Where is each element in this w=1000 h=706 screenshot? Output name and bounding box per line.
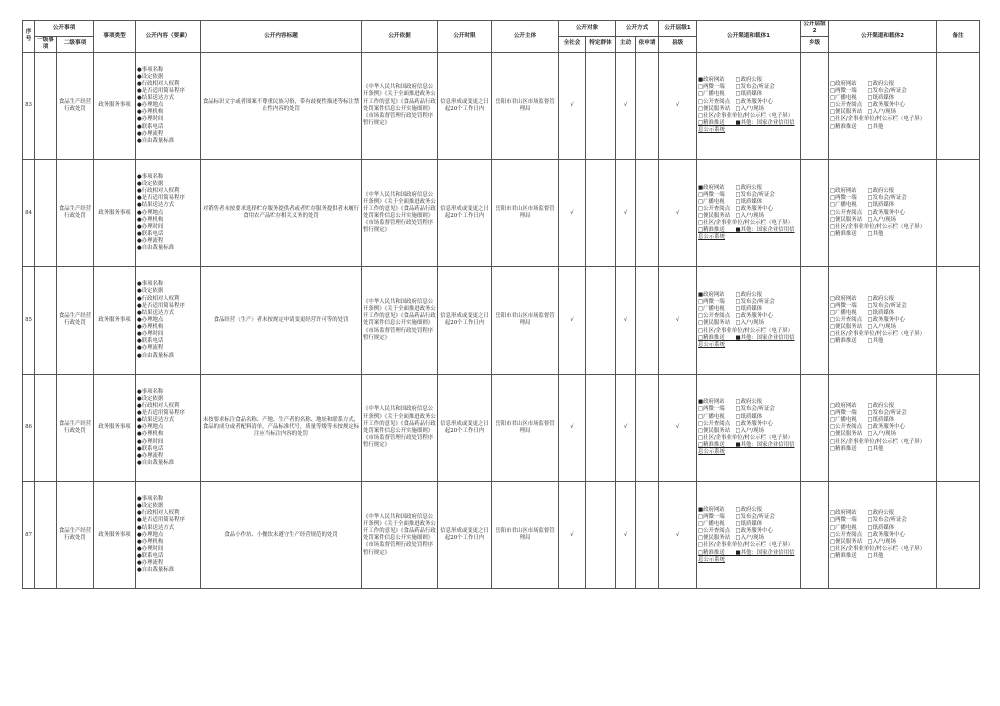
row-target-specific [586, 159, 616, 266]
row-channel-b [829, 52, 937, 159]
channel-option: □广播电视 □纸质媒体 [830, 95, 895, 101]
row-channel-a [697, 482, 801, 589]
row-method-active: √ [616, 52, 636, 159]
channel-option: □政府网站 □政府公报 [830, 295, 895, 302]
row-method-active: √ [616, 159, 636, 266]
channel-option: □广播电视 □纸质媒体 [698, 91, 763, 98]
row-channel-b [829, 159, 937, 266]
row-time-limit: 信息形成或变更之日起20个工作日内 [438, 482, 492, 589]
content-element: ●联系电话 [137, 338, 164, 345]
header-channel-b: 公开渠道和载体2 [829, 21, 937, 53]
row-target-all: √ [559, 52, 586, 159]
row-level1 [35, 52, 57, 159]
row-level-township [801, 482, 829, 589]
header-time-limit: 公开时限 [438, 21, 492, 53]
row-time-limit: 信息形成或变更之日起20个工作日内 [438, 52, 492, 159]
header-level-b: 公开层级2 [801, 21, 829, 37]
row-method-request [636, 52, 659, 159]
content-element: ●是否适用简易程序 [137, 517, 185, 524]
header-matter-group: 公开事项 [35, 21, 94, 37]
channel-option: □政府网站 □政府公报 [830, 80, 895, 87]
header-method-request: 依申请 [636, 36, 659, 52]
content-element: ●办理流程 [137, 560, 164, 567]
row-method-request [636, 482, 659, 589]
content-element: ●办理地点 [137, 531, 164, 538]
channel-option: □社区/企事业单位/村公示栏（电子屏） [830, 223, 926, 230]
channel-option: □公开查阅点 □政务服务中心 [698, 420, 773, 427]
channel-option: □社区/企事业单位/村公示栏（电子屏） [698, 434, 794, 441]
channel-option: ■政府网站 □政府公报 [698, 506, 763, 513]
channel-option: □政府网站 □政府公报 [830, 510, 895, 517]
row-subject: 岳阳市君山区市场监督管理局 [492, 482, 559, 589]
header-level-b-sub: 乡级 [801, 36, 829, 52]
channel-option: □两微一端 □发布会/听证会 [830, 302, 907, 309]
content-element: ●结果送达方式 [137, 202, 175, 209]
row-level2: 食品生产经营行政处罚 [57, 482, 94, 589]
header-target-specific: 特定群体 [586, 36, 616, 52]
header-content-title: 公开内容标题 [201, 21, 362, 53]
channel-option: □公开查阅点 □政务服务中心 [698, 313, 773, 320]
row-level1 [35, 482, 57, 589]
header-target-all: 全社会 [559, 36, 586, 52]
content-element: ●事项名称 [137, 173, 164, 180]
content-element: ●是否适用简易程序 [137, 302, 185, 309]
row-matter-type: 政务服务事项 [94, 52, 136, 159]
content-element: ●设定依据 [137, 181, 164, 188]
row-basis: 《中华人民共和国政府信息公开条例》《关于全面推进政务公开工作的意见》《食品药品行政处罚案件信息公开实施细则》《市场监督管理行政处罚程序暂行规定》 [362, 159, 438, 266]
channel-option: □便民服务站 □入户/现场 [830, 324, 896, 331]
channel-option: □精准推送 □其他 [830, 230, 884, 237]
channel-option: □精准推送 ■其他：国家企业信用信息公示系统 [698, 119, 795, 134]
content-element: ●设定依据 [137, 503, 164, 510]
channel-option: □精准推送 □其他 [830, 553, 884, 560]
content-element: ●自由裁量标准 [137, 459, 175, 466]
row-basis: 《中华人民共和国政府信息公开条例》《关于全面推进政务公开工作的意见》《食品药品行政处罚案件信息公开实施细则》《市场监督管理行政处罚程序暂行规定》 [362, 374, 438, 481]
row-basis: 《中华人民共和国政府信息公开条例》《关于全面推进政务公开工作的意见》《食品药品行政处罚案件信息公开实施细则》《市场监督管理行政处罚程序暂行规定》 [362, 267, 438, 374]
content-element: ●办理时间 [137, 116, 164, 123]
row-level-county: √ [659, 482, 697, 589]
channel-option: □便民服务站 □入户/现场 [698, 105, 764, 112]
content-element: ●办理时间 [137, 545, 164, 552]
row-content-elements [136, 482, 201, 589]
row-time-limit: 信息形成或变更之日起20个工作日内 [438, 267, 492, 374]
row-content-title: 食品标识文字或者图案不尊重民族习俗，带有歧视性描述等标注禁止性内容的处罚 [201, 52, 362, 159]
row-matter-type: 政务服务事项 [94, 159, 136, 266]
row-level-township [801, 159, 829, 266]
channel-option: □广播电视 □纸质媒体 [830, 202, 895, 209]
row-basis: 《中华人民共和国政府信息公开条例》《关于全面推进政务公开工作的意见》《食品药品行政处罚案件信息公开实施细则》《市场监督管理行政处罚程序暂行规定》 [362, 52, 438, 159]
content-element: ●事项名称 [137, 281, 164, 288]
channel-option: □两微一端 □发布会/听证会 [830, 87, 907, 94]
channel-option: □两微一端 □发布会/听证会 [698, 299, 775, 306]
channel-option: □社区/企事业单位/村公示栏（电子屏） [830, 438, 926, 445]
content-element: ●办理流程 [137, 345, 164, 352]
channel-option: □公开查阅点 □政务服务中心 [698, 98, 773, 105]
content-element: ●联系电话 [137, 230, 164, 237]
content-element: ●行政相对人权利 [137, 510, 180, 517]
content-element: ●结果送达方式 [137, 95, 175, 101]
channel-option: □精准推送 ■其他：国家企业信用信息公示系统 [698, 227, 795, 241]
channel-option: □广播电视 □纸质媒体 [698, 413, 763, 420]
content-element: ●事项名称 [137, 496, 164, 503]
row-seq: 84 [23, 159, 35, 266]
content-element: ●办理流程 [137, 452, 164, 459]
row-matter-type: 政务服务事项 [94, 482, 136, 589]
channel-option: □便民服务站 □入户/现场 [698, 320, 764, 327]
header-seq: 序号 [23, 21, 35, 53]
row-channel-b [829, 482, 937, 589]
content-element: ●行政相对人权利 [137, 402, 180, 409]
header-target-group: 公开对象 [559, 21, 616, 37]
row-level1 [35, 159, 57, 266]
content-element: ●办理时间 [137, 223, 164, 230]
channel-option: □两微一端 □发布会/听证会 [830, 517, 907, 524]
row-target-all: √ [559, 159, 586, 266]
content-element: ●办理流程 [137, 130, 164, 137]
header-subject: 公开主体 [492, 21, 559, 53]
channel-option: □社区/企事业单位/村公示栏（电子屏） [830, 545, 926, 552]
channel-option: □政府网站 □政府公报 [830, 188, 895, 195]
row-content-elements [136, 159, 201, 266]
content-element: ●是否适用简易程序 [137, 410, 185, 417]
row-method-active: √ [616, 267, 636, 374]
content-element: ●设定依据 [137, 288, 164, 295]
header-level-a-sub: 县级 [659, 36, 697, 52]
row-level-county: √ [659, 159, 697, 266]
channel-option: □便民服务站 □入户/现场 [830, 538, 896, 545]
content-element: ●自由裁量标准 [137, 137, 175, 144]
channel-option: □公开查阅点 □政务服务中心 [830, 531, 905, 538]
content-element: ●办理时间 [137, 331, 164, 338]
content-element: ●办理机构 [137, 538, 164, 545]
channel-option: □广播电视 □纸质媒体 [830, 309, 895, 316]
content-element: ●自由裁量标准 [137, 245, 175, 252]
row-time-limit: 信息形成或变更之日起20个工作日内 [438, 159, 492, 266]
row-content-title: 对销售者未按要求选择贮存服务提供者或者贮存服务提供者未履行食用农产品贮存相关义务的处罚 [201, 159, 362, 266]
row-target-all: √ [559, 374, 586, 481]
content-element: ●联系电话 [137, 445, 164, 452]
content-element: ●行政相对人权利 [137, 80, 180, 87]
row-subject: 岳阳市君山区市场监督管理局 [492, 267, 559, 374]
row-target-all: √ [559, 267, 586, 374]
channel-option: □便民服务站 □入户/现场 [830, 216, 896, 223]
row-level2: 食品生产经营行政处罚 [57, 267, 94, 374]
channel-option: □公开查阅点 □政务服务中心 [698, 528, 773, 535]
channel-option: ■政府网站 □政府公报 [698, 77, 763, 84]
row-subject: 岳阳市君山区市场监督管理局 [492, 52, 559, 159]
row-method-request [636, 159, 659, 266]
content-element: ●办理机构 [137, 431, 164, 438]
header-method-active: 主动 [616, 36, 636, 52]
row-level1 [35, 267, 57, 374]
row-method-request [636, 267, 659, 374]
row-matter-type: 政务服务事项 [94, 374, 136, 481]
content-element: ●办理流程 [137, 238, 164, 245]
header-matter-type: 事项类型 [94, 21, 136, 53]
content-element: ●结果送达方式 [137, 417, 175, 424]
header-basis: 公开依据 [362, 21, 438, 53]
row-content-elements [136, 52, 201, 159]
channel-option: □两微一端 □发布会/听证会 [698, 191, 775, 198]
header-channel-a: 公开渠道和载体1 [697, 21, 801, 53]
content-element: ●结果送达方式 [137, 309, 175, 316]
row-target-specific [586, 267, 616, 374]
content-element: ●办理地点 [137, 424, 164, 431]
content-element: ●自由裁量标准 [137, 352, 175, 359]
content-element: ●行政相对人权利 [137, 188, 180, 195]
channel-option: □社区/企事业单位/村公示栏（电子屏） [830, 331, 926, 338]
channel-option: □精准推送 ■其他：国家企业信用信息公示系统 [698, 442, 795, 456]
channel-option: □两微一端 □发布会/听证会 [698, 513, 775, 520]
content-element: ●行政相对人权利 [137, 295, 180, 302]
row-method-request [636, 374, 659, 481]
channel-option: □公开查阅点 □政务服务中心 [830, 424, 905, 431]
content-element: ●办理时间 [137, 438, 164, 445]
channel-option: □精准推送 □其他 [830, 445, 884, 452]
row-level2: 食品生产经营行政处罚 [57, 374, 94, 481]
channel-option: □精准推送 □其他 [830, 338, 884, 345]
channel-option: □两微一端 □发布会/听证会 [698, 406, 775, 413]
channel-option: □社区/企事业单位/村公示栏（电子屏） [698, 542, 794, 549]
row-level1 [35, 374, 57, 481]
channel-option: □便民服务站 □入户/现场 [830, 431, 896, 438]
row-method-active: √ [616, 482, 636, 589]
row-remark [937, 159, 980, 266]
row-seq: 85 [23, 267, 35, 374]
channel-option: □政府网站 □政府公报 [830, 402, 895, 409]
content-element: ●联系电话 [137, 123, 164, 130]
row-channel-a [697, 267, 801, 374]
row-seq: 83 [23, 52, 35, 159]
table-row [23, 267, 980, 374]
row-channel-a [697, 159, 801, 266]
row-content-elements [136, 374, 201, 481]
row-time-limit: 信息形成或变更之日起20个工作日内 [438, 374, 492, 481]
channel-option: □便民服务站 □入户/现场 [698, 535, 764, 542]
row-channel-b [829, 374, 937, 481]
row-content-title: 食品小作坊、小餐饮未遵守生产经营规范的处罚 [201, 482, 362, 589]
content-element: ●设定依据 [137, 73, 164, 80]
row-matter-type: 政务服务事项 [94, 267, 136, 374]
channel-option: □公开查阅点 □政务服务中心 [698, 205, 773, 212]
disclosure-table [22, 20, 980, 589]
channel-option: □公开查阅点 □政务服务中心 [830, 209, 905, 216]
table-row [23, 374, 980, 481]
content-element: ●办理机构 [137, 109, 164, 116]
row-target-all: √ [559, 482, 586, 589]
row-level-township [801, 52, 829, 159]
row-level-county: √ [659, 267, 697, 374]
content-element: ●事项名称 [137, 388, 164, 395]
channel-option: □广播电视 □纸质媒体 [698, 521, 763, 527]
content-element: ●结果送达方式 [137, 524, 175, 531]
channel-option: □广播电视 □纸质媒体 [698, 306, 763, 313]
row-level-township [801, 374, 829, 481]
row-level2: 食品生产经营行政处罚 [57, 52, 94, 159]
table-row [23, 482, 980, 589]
channel-option: □两微一端 □发布会/听证会 [830, 410, 907, 417]
row-target-specific [586, 52, 616, 159]
content-element: ●事项名称 [137, 66, 164, 73]
header-content: 公开内容（要素） [136, 21, 201, 53]
channel-option: □公开查阅点 □政务服务中心 [830, 316, 905, 323]
row-seq: 87 [23, 482, 35, 589]
channel-option: □精准推送 □其他 [830, 123, 884, 130]
header-method-group: 公开方式 [616, 21, 659, 37]
channel-option: □广播电视 □纸质媒体 [830, 524, 895, 531]
content-element: ●办理地点 [137, 316, 164, 323]
row-level-county: √ [659, 374, 697, 481]
row-target-specific [586, 482, 616, 589]
header-level2: 二级事项 [57, 36, 94, 52]
row-channel-a [697, 374, 801, 481]
row-level-county: √ [659, 52, 697, 159]
row-channel-a [697, 52, 801, 159]
channel-option: □便民服务站 □入户/现场 [830, 109, 896, 116]
channel-option: □社区/企事业单位/村公示栏（电子屏） [698, 327, 794, 334]
row-seq: 86 [23, 374, 35, 481]
channel-option: □两微一端 □发布会/听证会 [698, 84, 775, 91]
channel-option: □社区/企事业单位/村公示栏（电子屏） [698, 220, 794, 227]
row-remark [937, 267, 980, 374]
table-row [23, 159, 980, 266]
row-level2: 食品生产经营行政处罚 [57, 159, 94, 266]
table-body [23, 52, 980, 589]
channel-option: □两微一端 □发布会/听证会 [830, 195, 907, 202]
row-content-title: 未按要求标注食品名称、产地、生产者的名称、地址和联系方式，食品的成分或者配料清单，产品标准代号，质量等级等未按规定标注应当标注内容的处罚 [201, 374, 362, 481]
content-element: ●办理机构 [137, 216, 164, 223]
channel-option: ■政府网站 □政府公报 [698, 399, 763, 406]
channel-option: □广播电视 □纸质媒体 [698, 198, 763, 205]
channel-option: □便民服务站 □入户/现场 [698, 213, 764, 220]
content-element: ●是否适用简易程序 [137, 195, 185, 202]
channel-option: □广播电视 □纸质媒体 [830, 417, 895, 424]
row-content-title: 食品经营（生产）者未按规定申请变更经营许可等的处罚 [201, 267, 362, 374]
channel-option: □社区/企事业单位/村公示栏（电子屏） [698, 112, 794, 119]
channel-option: ■政府网站 □政府公报 [698, 291, 763, 298]
channel-option: □社区/企事业单位/村公示栏（电子屏） [830, 116, 926, 123]
channel-option: □公开查阅点 □政务服务中心 [830, 102, 905, 109]
row-subject: 岳阳市君山区市场监督管理局 [492, 374, 559, 481]
content-element: ●设定依据 [137, 395, 164, 402]
row-remark [937, 52, 980, 159]
content-element: ●办理机构 [137, 324, 164, 331]
row-subject: 岳阳市君山区市场监督管理局 [492, 159, 559, 266]
table-row [23, 52, 980, 159]
header-level1: 一级事项 [35, 36, 57, 52]
content-element: ●自由裁量标准 [137, 567, 175, 574]
header-level-a: 公开层级1 [659, 21, 697, 37]
content-element: ●办理地点 [137, 102, 164, 109]
row-content-elements [136, 267, 201, 374]
row-target-specific [586, 374, 616, 481]
content-element: ●办理地点 [137, 209, 164, 216]
row-method-active: √ [616, 374, 636, 481]
row-level-township [801, 267, 829, 374]
row-remark [937, 482, 980, 589]
content-element: ●是否适用简易程序 [137, 87, 185, 94]
channel-option: ■政府网站 □政府公报 [698, 184, 763, 191]
row-remark [937, 374, 980, 481]
content-element: ●联系电话 [137, 553, 164, 560]
channel-option: □精准推送 ■其他：国家企业信用信息公示系统 [698, 334, 795, 348]
row-basis: 《中华人民共和国政府信息公开条例》《关于全面推进政务公开工作的意见》《食品药品行政处罚案件信息公开实施细则》《市场监督管理行政处罚程序暂行规定》 [362, 482, 438, 589]
channel-option: □便民服务站 □入户/现场 [698, 427, 764, 434]
row-channel-b [829, 267, 937, 374]
header-remark: 备注 [937, 21, 980, 53]
channel-option: □精准推送 ■其他：国家企业信用信息公示系统 [698, 549, 795, 563]
